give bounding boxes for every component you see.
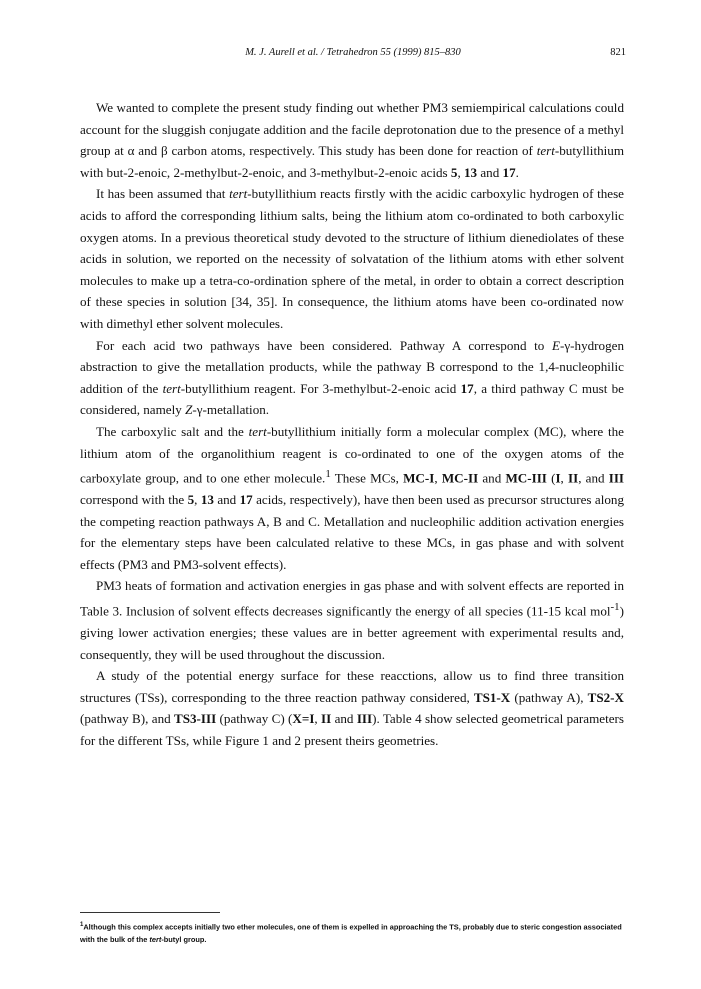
bold-text: MC-II bbox=[441, 470, 479, 486]
footnote-divider bbox=[80, 912, 220, 913]
italic-text: tert bbox=[229, 186, 248, 202]
bold-text: X=I bbox=[292, 711, 315, 727]
text-run: , bbox=[434, 470, 442, 486]
superscript-text: -1 bbox=[610, 601, 620, 614]
text-run: ) giving lower activation energies; these values are in better agreement with experimental results and, consequently, they will be used throughout the discussion. bbox=[80, 603, 624, 662]
superscript-text: 1 bbox=[80, 922, 84, 928]
text-run: -γ-metallation. bbox=[192, 402, 270, 418]
text-run: . bbox=[515, 164, 519, 180]
text-run: and bbox=[478, 470, 506, 486]
text-run: (pathway B), and bbox=[80, 711, 174, 727]
italic-text: tert bbox=[162, 380, 181, 396]
bold-text: III bbox=[608, 470, 625, 486]
bold-text: I bbox=[555, 470, 561, 486]
bold-text: 5 bbox=[450, 164, 458, 180]
paragraph bbox=[80, 183, 624, 334]
italic-text: tert bbox=[248, 423, 267, 439]
text-run: ). Table 4 show selected geometrical parameters for the different TSs, while Figure 1 and 2 present theirs geometries. bbox=[80, 711, 624, 748]
paragraph bbox=[80, 335, 624, 421]
text-run: It has been assumed that bbox=[96, 186, 230, 202]
text-run: , and bbox=[578, 470, 609, 486]
bold-text: TS2-X bbox=[587, 689, 624, 705]
bold-text: TS1-X bbox=[473, 689, 511, 705]
running-title: M. J. Aurell et al. / Tetrahedron 55 (1999) 815–830 bbox=[245, 47, 461, 58]
text-run: -γ-hydrogen abstraction to give the metallation products, while the pathway B correspond to the 1,4-nucleophilic addition of the bbox=[80, 337, 624, 396]
text-run: -butyl group. bbox=[161, 935, 207, 945]
superscript-text: 1 bbox=[325, 468, 331, 481]
bold-text: 17 bbox=[239, 492, 253, 508]
text-run: , a third pathway C must be considered, namely bbox=[80, 380, 624, 418]
text-run: We wanted to complete the present study finding out whether PM3 semiempirical calculations could account for the sluggish conjugate addition and the facile deprotonation due to the presence of a methyl group at α and β carbon atoms, respectively. This study has been done for reaction of bbox=[80, 100, 624, 159]
paragraph bbox=[80, 97, 624, 183]
text-run: and bbox=[477, 164, 503, 180]
text-run: correspond with the bbox=[80, 492, 188, 508]
paragraph bbox=[80, 575, 624, 665]
bold-text: 17 bbox=[460, 380, 474, 396]
text-run: (pathway A), bbox=[510, 689, 588, 705]
text-run: , bbox=[457, 164, 464, 180]
bold-text: 17 bbox=[502, 164, 516, 180]
text-run: -butyllithium reacts firstly with the acidic carboxylic hydrogen of these acids to afford the corresponding lithium salts, being the lithium atom co-ordinated to both carboxylic oxygen atoms. In a previous theoretical study devoted to the structure of lithium dienediolates of these acids in solution, we reported on the necessity of solvatation of the lithium atoms with ether solvent molecules to make up a tetra-co-ordination sphere of the metal, in order to obtain a correct description of these species in solution [34, 35]. In consequence, the lithium atoms have been co-ordinated now with dimethyl ether solvent molecules. bbox=[80, 186, 624, 331]
footnote bbox=[80, 919, 624, 946]
italic-text: tert bbox=[536, 143, 555, 159]
text-run: , bbox=[314, 711, 322, 727]
body-text bbox=[80, 97, 624, 752]
bold-text: II bbox=[321, 711, 332, 727]
bold-text: 13 bbox=[200, 492, 214, 508]
bold-text: II bbox=[568, 470, 579, 486]
text-run: , bbox=[560, 470, 568, 486]
paragraph bbox=[80, 665, 624, 751]
italic-text: E bbox=[552, 337, 561, 353]
italic-text: tert bbox=[149, 935, 162, 945]
italic-text: Z bbox=[185, 402, 193, 418]
text-run: -butyllithium reagent. For 3-methylbut-2-enoic acid bbox=[180, 380, 461, 396]
text-run: -butyllithium initially form a molecular complex (MC), where the lithium atom of the organolithium reagent is co-ordinated to one of the oxygen atoms of the carboxylate group, and to one ether molecule. bbox=[80, 423, 624, 486]
bold-text: TS3-III bbox=[174, 711, 217, 727]
text-run: ( bbox=[546, 470, 556, 486]
text-run: Although this complex accepts initially two ether molecules, one of them is expelled in approaching the TS, probably due to steric congestion associated with the bulk of the bbox=[80, 922, 622, 945]
page-number: 821 bbox=[610, 47, 626, 58]
text-run: A study of the potential energy surface for these reacctions, allow us to find three transition structures (TSs), corresponding to the three reaction pathway considered, bbox=[80, 668, 624, 705]
text-run: acids, respectively), have then been used as precursor structures along the competing reaction pathways A, B and C. Metallation and nucleophilic addition activation energies for the elementary steps have been calculated relative to these MCs, in gas phase and with solvent effects (PM3 and PM3-solvent effects). bbox=[80, 492, 625, 572]
text-run: (pathway C) ( bbox=[216, 711, 293, 727]
bold-text: MC-I bbox=[403, 470, 435, 486]
text-run: , bbox=[194, 492, 201, 508]
text-run: PM3 heats of formation and activation energies in gas phase and with solvent effects are reported in Table 3. Inclusion of solvent effects decreases significantly the energy of all species (11-15 kcal mol bbox=[80, 578, 624, 619]
text-run: The carboxylic salt and the bbox=[96, 423, 249, 439]
bold-text: 5 bbox=[187, 492, 195, 508]
bold-text: III bbox=[356, 711, 373, 727]
bold-text: 13 bbox=[463, 164, 478, 180]
paragraph bbox=[80, 421, 624, 576]
text-run: -butyllithium with but-2-enoic, 2-methylbut-2-enoic, and 3-methylbut-2-enoic acids bbox=[80, 143, 624, 180]
bold-text: MC-III bbox=[505, 470, 547, 486]
text-run: These MCs, bbox=[330, 470, 404, 486]
text-run: and bbox=[331, 711, 357, 727]
text-run: For each acid two pathways have been considered. Pathway A correspond to bbox=[96, 337, 553, 353]
text-run: and bbox=[213, 492, 240, 508]
